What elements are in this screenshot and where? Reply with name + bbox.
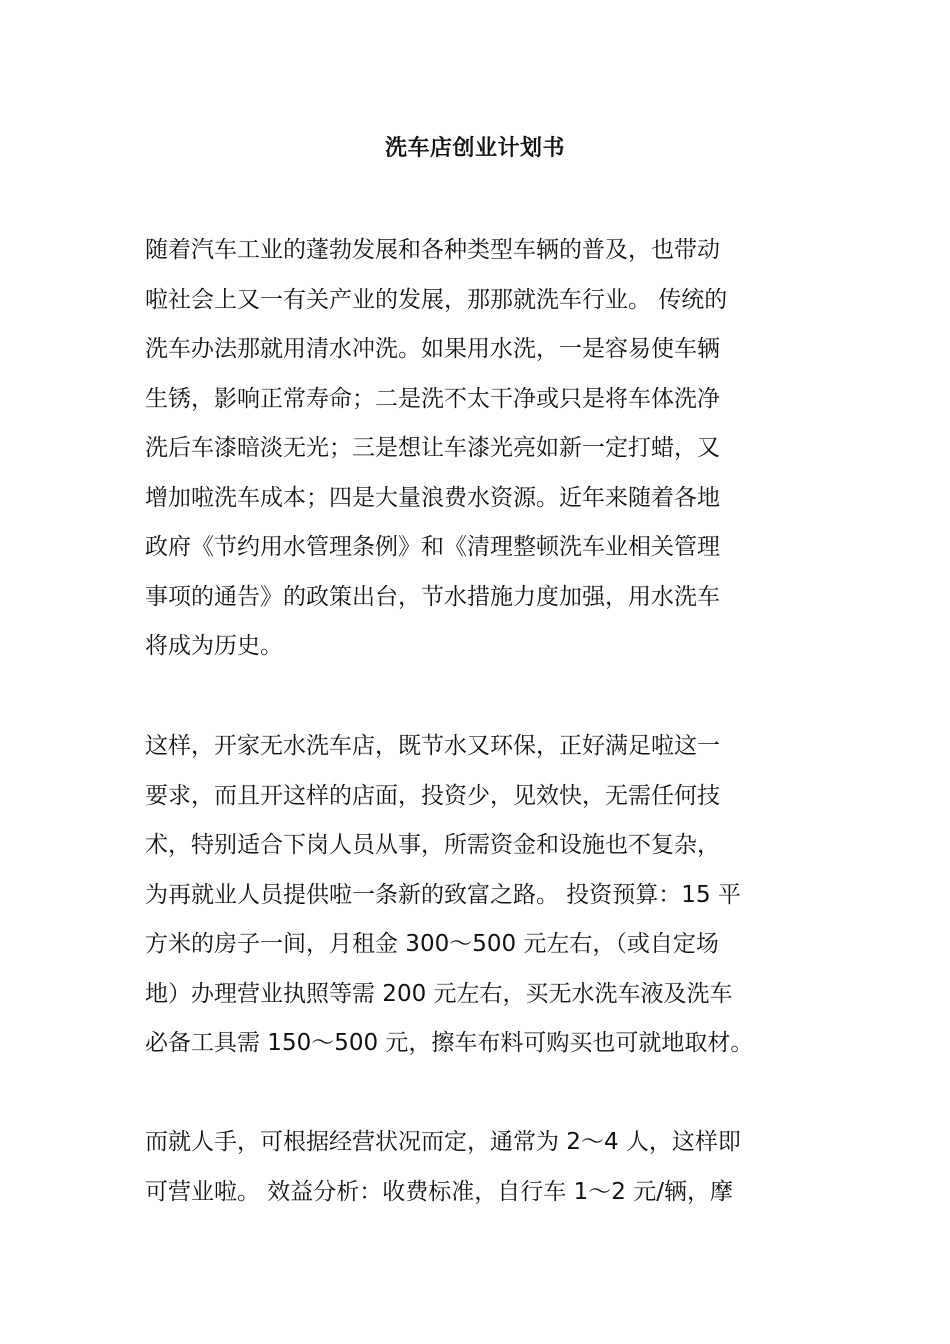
text-line: 随着汽车工业的蓬勃发展和各种类型车辆的普及，也带动 — [145, 237, 720, 263]
text-line: 生锈，影响正常寿命；二是洗不太干净或只是将车体洗净 — [145, 385, 720, 412]
text-line: 这样，开家无水洗车店，既节水又环保，正好满足啦这一 — [145, 733, 720, 759]
text-line: 术，特别适合下岗人员从事，所需资金和设施也不复杂， — [145, 832, 720, 858]
text-line: 地）办理营业执照等需 200 元左右，买无水洗车液及洗车 — [145, 980, 733, 1007]
text-line: 必备工具需 150～500 元，擦车布料可购买也可就地取材。 — [145, 1030, 754, 1056]
paragraph-intro — [145, 226, 810, 672]
text-line: 要求，而且开这样的店面，投资少，见效快，无需任何技 — [145, 782, 720, 809]
text-line: 事项的通告》的政策出台，节水措施力度加强，用水洗车 — [145, 583, 720, 610]
text-line: 而就人手，可根据经营状况而定，通常为 2～4 人，这样即 — [145, 1129, 741, 1155]
text-line: 为再就业人员提供啦一条新的致富之路。 投资预算：15 平 — [145, 881, 741, 908]
paragraph-investment — [145, 722, 810, 1069]
text-line: 增加啦洗车成本；四是大量浪费水资源。近年来随着各地 — [145, 484, 720, 511]
paragraph-staffing — [145, 1118, 810, 1217]
text-line: 方米的房子一间，月租金 300～500 元左右，（或自定场 — [145, 931, 719, 957]
text-line: 可营业啦。 效益分析：收费标准，自行车 1～2 元/辆，摩 — [145, 1178, 733, 1205]
document-title: 洗车店创业计划书 — [384, 136, 565, 161]
text-line: 政府《节约用水管理条例》和《清理整顿洗车业相关管理 — [145, 534, 720, 560]
text-line: 啦社会上又一有关产业的发展，那那就洗车行业。 传统的 — [145, 286, 728, 313]
text-line: 洗后车漆暗淡无光；三是想让车漆光亮如新一定打蜡，又 — [145, 435, 720, 461]
text-line: 洗车办法那就用清水冲洗。如果用水洗，一是容易使车辆 — [145, 336, 720, 362]
text-line: 将成为历史。 — [145, 633, 283, 659]
